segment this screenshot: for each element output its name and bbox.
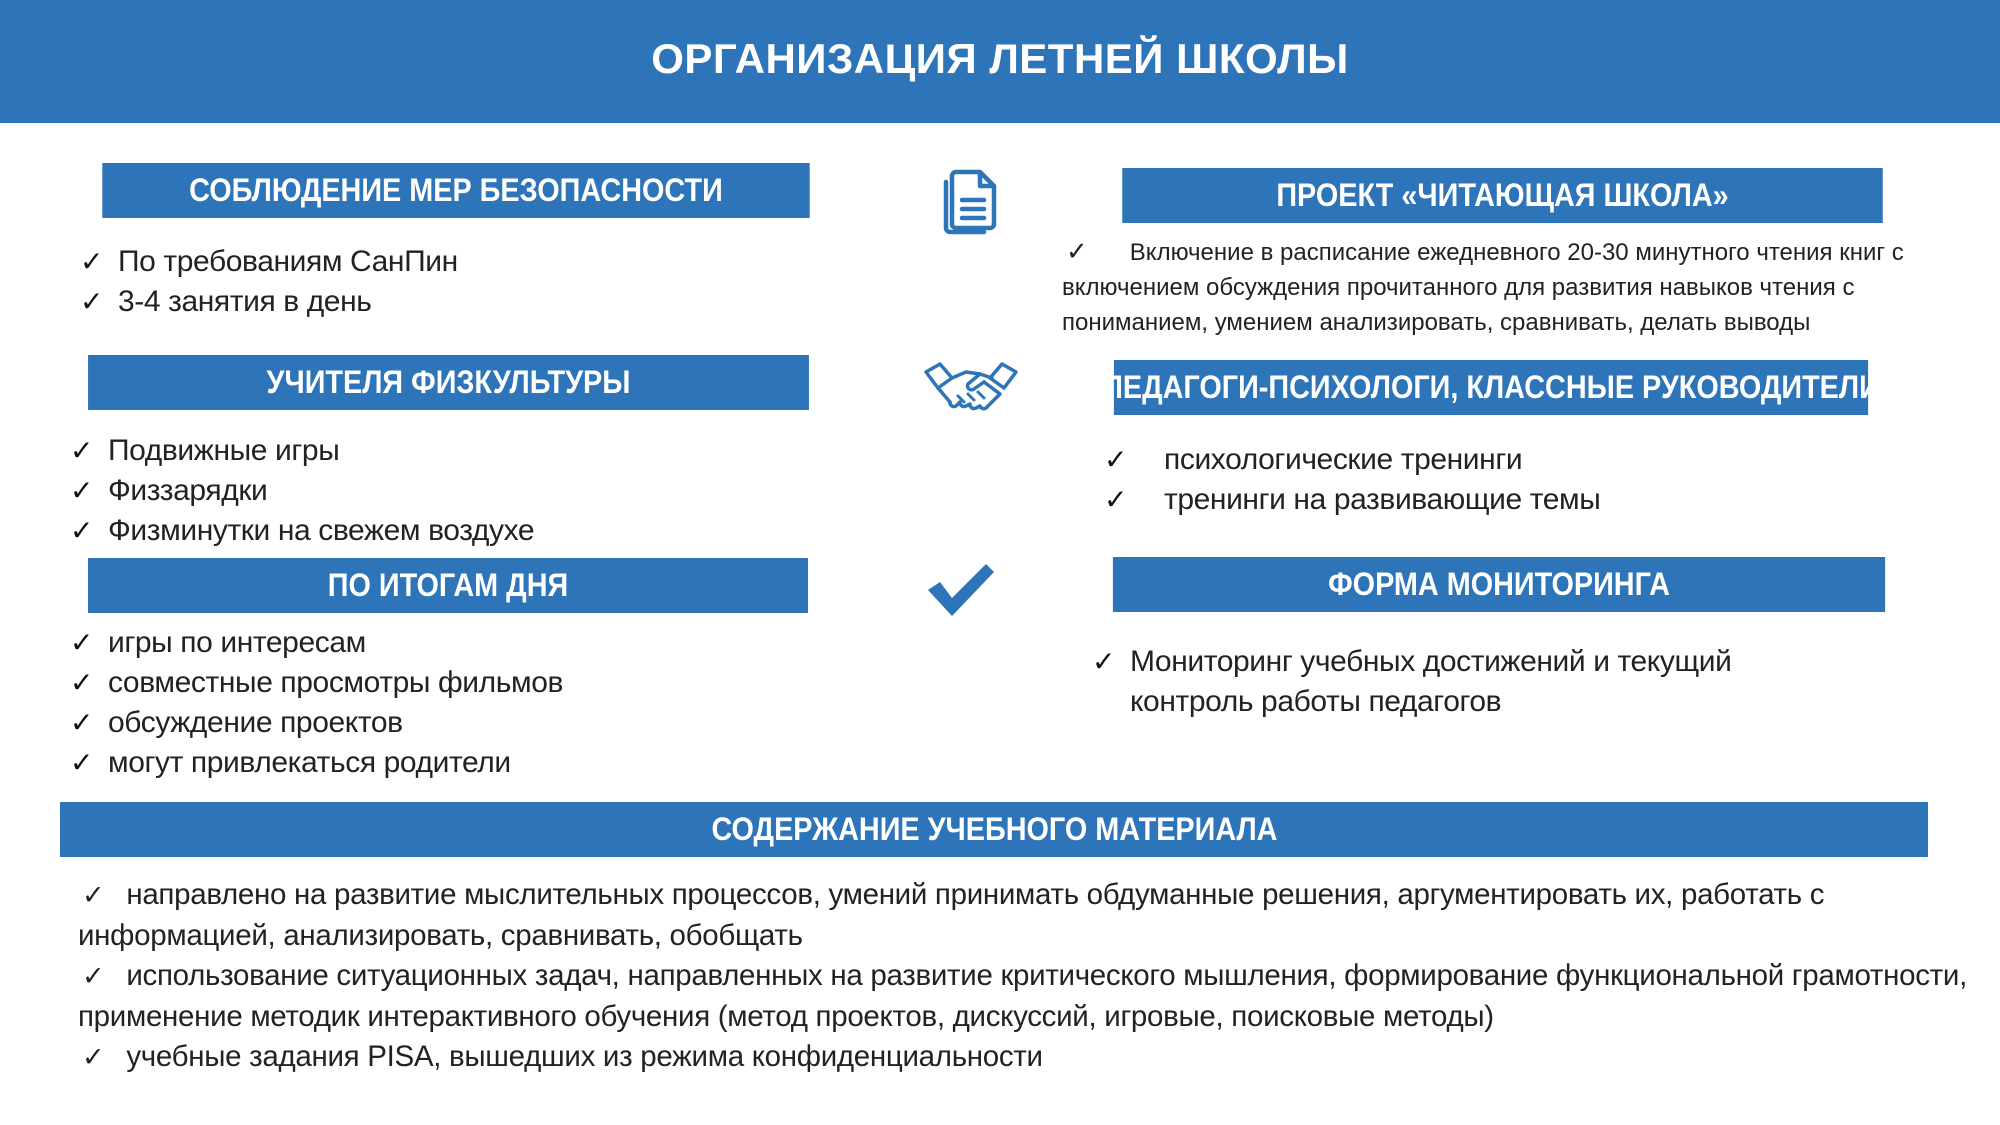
list-item	[78, 875, 1968, 956]
psychologists-list	[1094, 440, 1894, 520]
day-results-header	[88, 558, 808, 613]
safety-header-label: СОБЛЮДЕНИЕ МЕР БЕЗОПАСНОСТИ	[189, 172, 723, 208]
list-item: ✓ Физминутки на свежем воздухе	[60, 511, 840, 551]
content-header-label: СОДЕРЖАНИЕ УЧЕБНОГО МАТЕРИАЛА	[710, 811, 1278, 847]
reading-school-header	[1122, 168, 1883, 223]
monitoring-list	[1082, 642, 1862, 722]
title-bar	[0, 0, 2000, 123]
day-results-header-label: ПО ИТОГАМ ДНЯ	[327, 567, 569, 603]
list-item: ✓ обсуждение проектов	[60, 703, 840, 743]
list-item-text: учебные задания PISA, вышедших из режима конфиденциальности	[126, 1040, 1043, 1073]
check-icon: ✓	[82, 961, 105, 992]
handshake-icon	[922, 358, 1020, 420]
checkmark-icon	[926, 560, 996, 618]
pe-teachers-header	[88, 355, 809, 410]
safety-list	[70, 242, 840, 322]
pe-teachers-header-label: УЧИТЕЛЯ ФИЗКУЛЬТУРЫ	[266, 364, 631, 400]
reading-school-text: Включение в расписание ежедневного 20-30 минутного чтения книг с включением обсуждения прочитанного для развития навыков чтения с пониманием, умением анализировать, сравнивать, делать выводы	[1062, 239, 1904, 336]
check-icon: ✓	[82, 1042, 105, 1073]
monitoring-header-label: ФОРМА МОНИТОРИНГА	[1328, 566, 1670, 602]
psychologists-header	[1102, 360, 1880, 415]
pe-teachers-list	[60, 431, 840, 551]
list-item	[78, 1037, 1968, 1078]
list-item: ✓ игры по интересам	[60, 623, 840, 663]
monitoring-header	[1113, 557, 1885, 612]
content-header	[60, 802, 1928, 857]
list-item: ✓ По требованиям СанПин	[70, 242, 840, 282]
safety-header	[102, 163, 809, 218]
reading-school-header-label: ПРОЕКТ «ЧИТАЮЩАЯ ШКОЛА»	[1276, 177, 1729, 213]
list-item: ✓ Мониторинг учебных достижений и текущий контроль работы педагогов	[1082, 642, 1862, 722]
list-item-text: направлено на развитие мыслительных процессов, умений принимать обдуманные решения, аргументировать их, работать с информацией, анализировать, сравнивать, обобщать	[78, 878, 1825, 952]
check-icon: ✓	[82, 880, 105, 911]
page-title: ОРГАНИЗАЦИЯ ЛЕТНЕЙ ШКОЛЫ	[651, 34, 1349, 82]
day-results-list	[60, 623, 840, 783]
list-item: ✓ могут привлекаться родители	[60, 743, 840, 783]
list-item: ✓ Подвижные игры	[60, 431, 840, 471]
list-item: ✓ Физзарядки	[60, 471, 840, 511]
documents-icon	[936, 166, 1006, 236]
list-item: ✓ психологические тренинги	[1094, 440, 1894, 480]
check-icon: ✓	[1066, 237, 1088, 267]
list-item	[78, 956, 1968, 1037]
reading-school-text-block	[1062, 235, 1932, 340]
list-item: ✓ 3-4 занятия в день	[70, 282, 840, 322]
content-list	[78, 875, 1968, 1078]
list-item-text: использование ситуационных задач, направленных на развитие критического мышления, формирование функциональной грамотности, применение методик интерактивного обучения (метод проектов, дискуссий, игровые, поисковые методы)	[78, 959, 1967, 1033]
list-item: ✓ совместные просмотры фильмов	[60, 663, 840, 703]
psychologists-header-label: ПЕДАГОГИ-ПСИХОЛОГИ, КЛАССНЫЕ РУКОВОДИТЕЛИ	[1102, 369, 1880, 405]
list-item: ✓ тренинги на развивающие темы	[1094, 480, 1894, 520]
